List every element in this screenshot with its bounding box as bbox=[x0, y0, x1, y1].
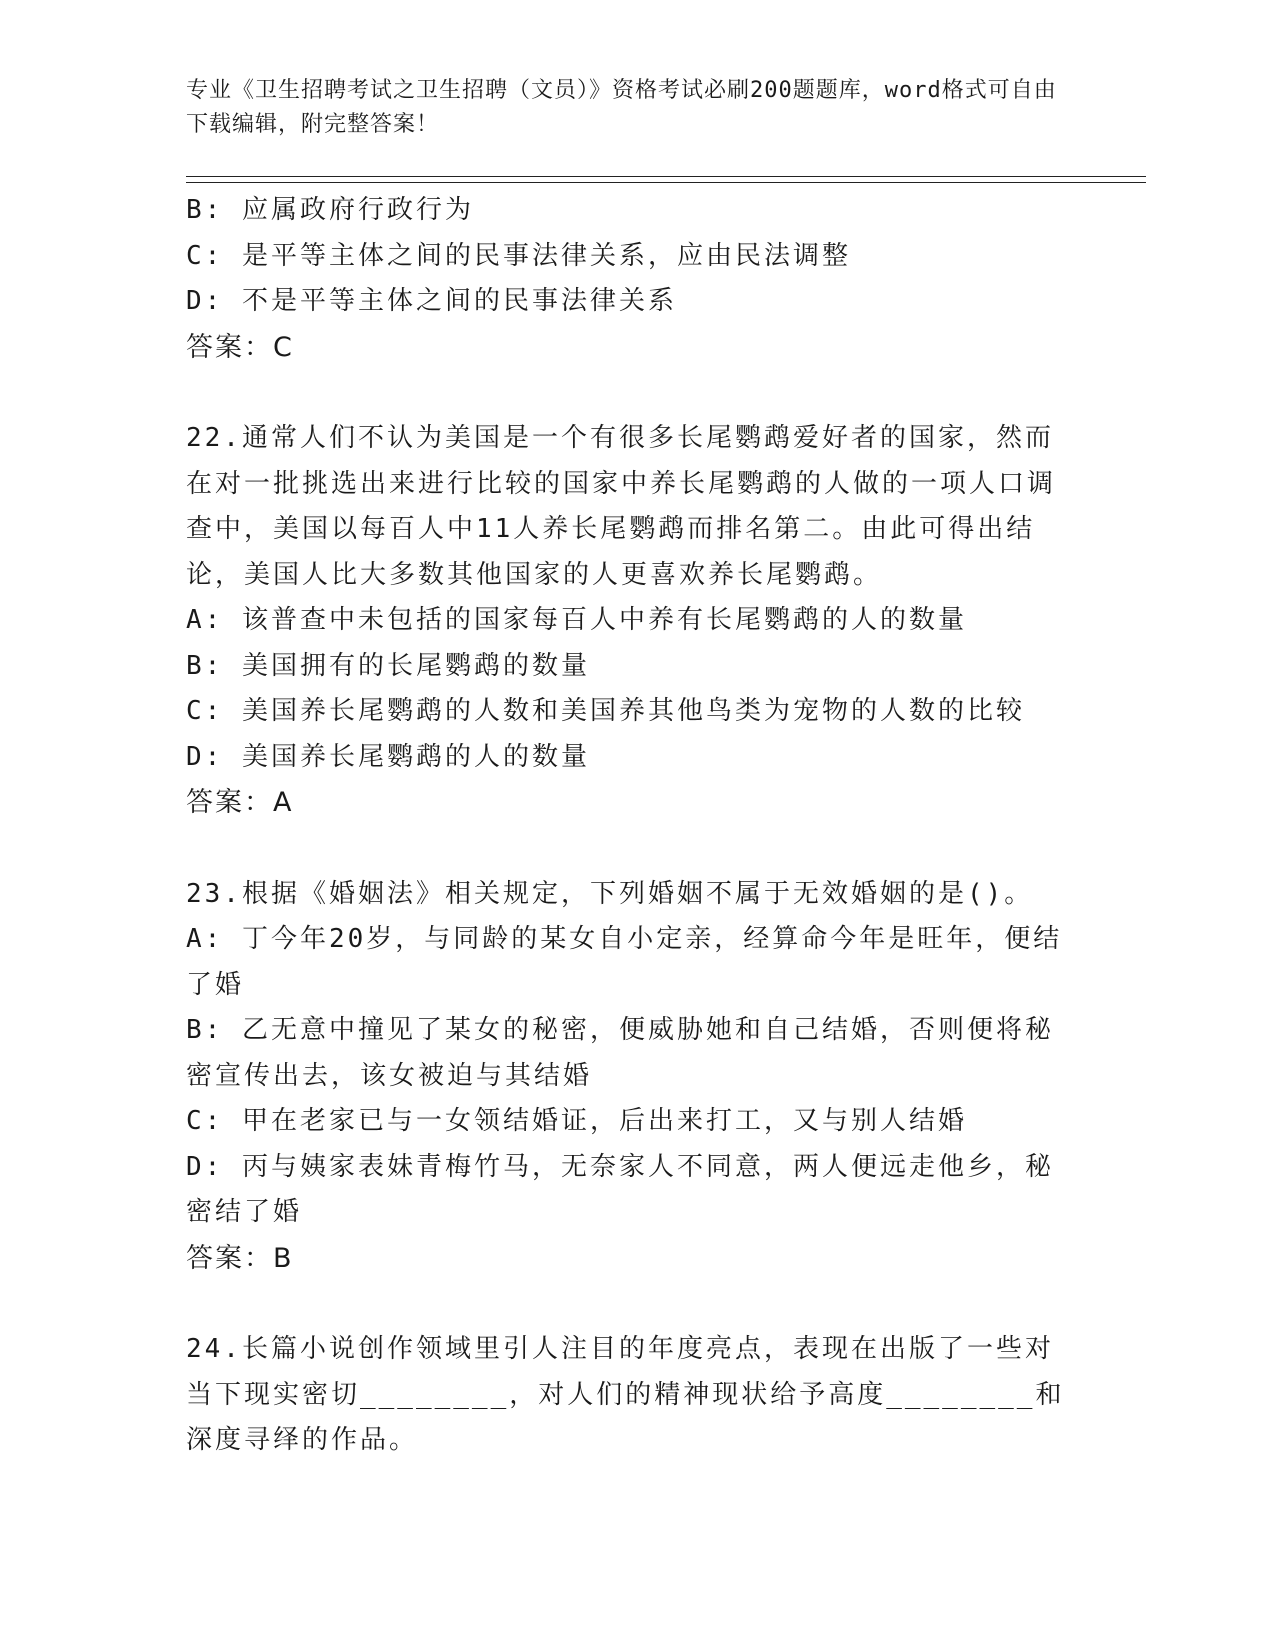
question-block-21 bbox=[186, 188, 1076, 370]
answer-line: 答案：C bbox=[186, 331, 294, 363]
option-c: C: 甲在老家已与一女领结婚证，后出来打工，又与别人结婚 bbox=[186, 1106, 967, 1136]
question-stem: 24.长篇小说创作领域里引人注目的年度亮点，表现在出版了一些对当下现实密切________，对人们的精神现状给予高度________和深度寻绎的作品。 bbox=[186, 1334, 1065, 1455]
option-d: D: 美国养长尾鹦鹉的人的数量 bbox=[186, 741, 590, 772]
option-c: C: 美国养长尾鹦鹉的人数和美国养其他鸟类为宠物的人数的比较 bbox=[186, 696, 1025, 726]
option-d: D: 丙与姨家表妹青梅竹马，无奈家人不同意，两人便远走他乡，秘密结了婚 bbox=[186, 1151, 1054, 1227]
option-d: D: 不是平等主体之间的民事法律关系 bbox=[186, 286, 677, 316]
spacer bbox=[186, 826, 1076, 872]
answer-line: 答案：B bbox=[186, 1242, 294, 1274]
question-stem: 23.根据《婚姻法》相关规定，下列婚姻不属于无效婚姻的是()。 bbox=[186, 878, 1034, 909]
header-divider bbox=[186, 176, 1146, 183]
spacer bbox=[186, 1281, 1076, 1327]
document-header: 专业《卫生招聘考试之卫生招聘（文员）》资格考试必刷200题题库，word格式可自由下载编辑，附完整答案！ bbox=[186, 78, 1057, 137]
option-b: B: 应属政府行政行为 bbox=[186, 195, 474, 225]
question-stem: 22.通常人们不认为美国是一个有很多长尾鹦鹉爱好者的国家，然而在对一批挑选出来进行比较的国家中养长尾鹦鹉的人做的一项人口调查中，美国以每百人中11人养长尾鹦鹉而排名第二。由此可得出结论，美国人比大多数其他国家的人更喜欢养长尾鹦鹉。 bbox=[186, 423, 1057, 590]
question-block-22 bbox=[186, 416, 1076, 826]
answer-line: 答案：A bbox=[186, 787, 294, 818]
option-b: B: 美国拥有的长尾鹦鹉的数量 bbox=[186, 650, 590, 681]
question-block-23 bbox=[186, 872, 1076, 1282]
option-a: A: 该普查中未包括的国家每百人中养有长尾鹦鹉的人的数量 bbox=[186, 605, 967, 635]
option-b: B: 乙无意中撞见了某女的秘密，便威胁她和自己结婚，否则便将秘密宣传出去，该女被迫与其结婚 bbox=[186, 1015, 1054, 1091]
spacer bbox=[186, 370, 1076, 416]
question-block-24 bbox=[186, 1327, 1076, 1464]
option-a: A: 丁今年20岁，与同龄的某女自小定亲，经算命今年是旺年，便结了婚 bbox=[186, 924, 1063, 1000]
document-body bbox=[186, 188, 1076, 1464]
option-c: C: 是平等主体之间的民事法律关系，应由民法调整 bbox=[186, 240, 851, 271]
